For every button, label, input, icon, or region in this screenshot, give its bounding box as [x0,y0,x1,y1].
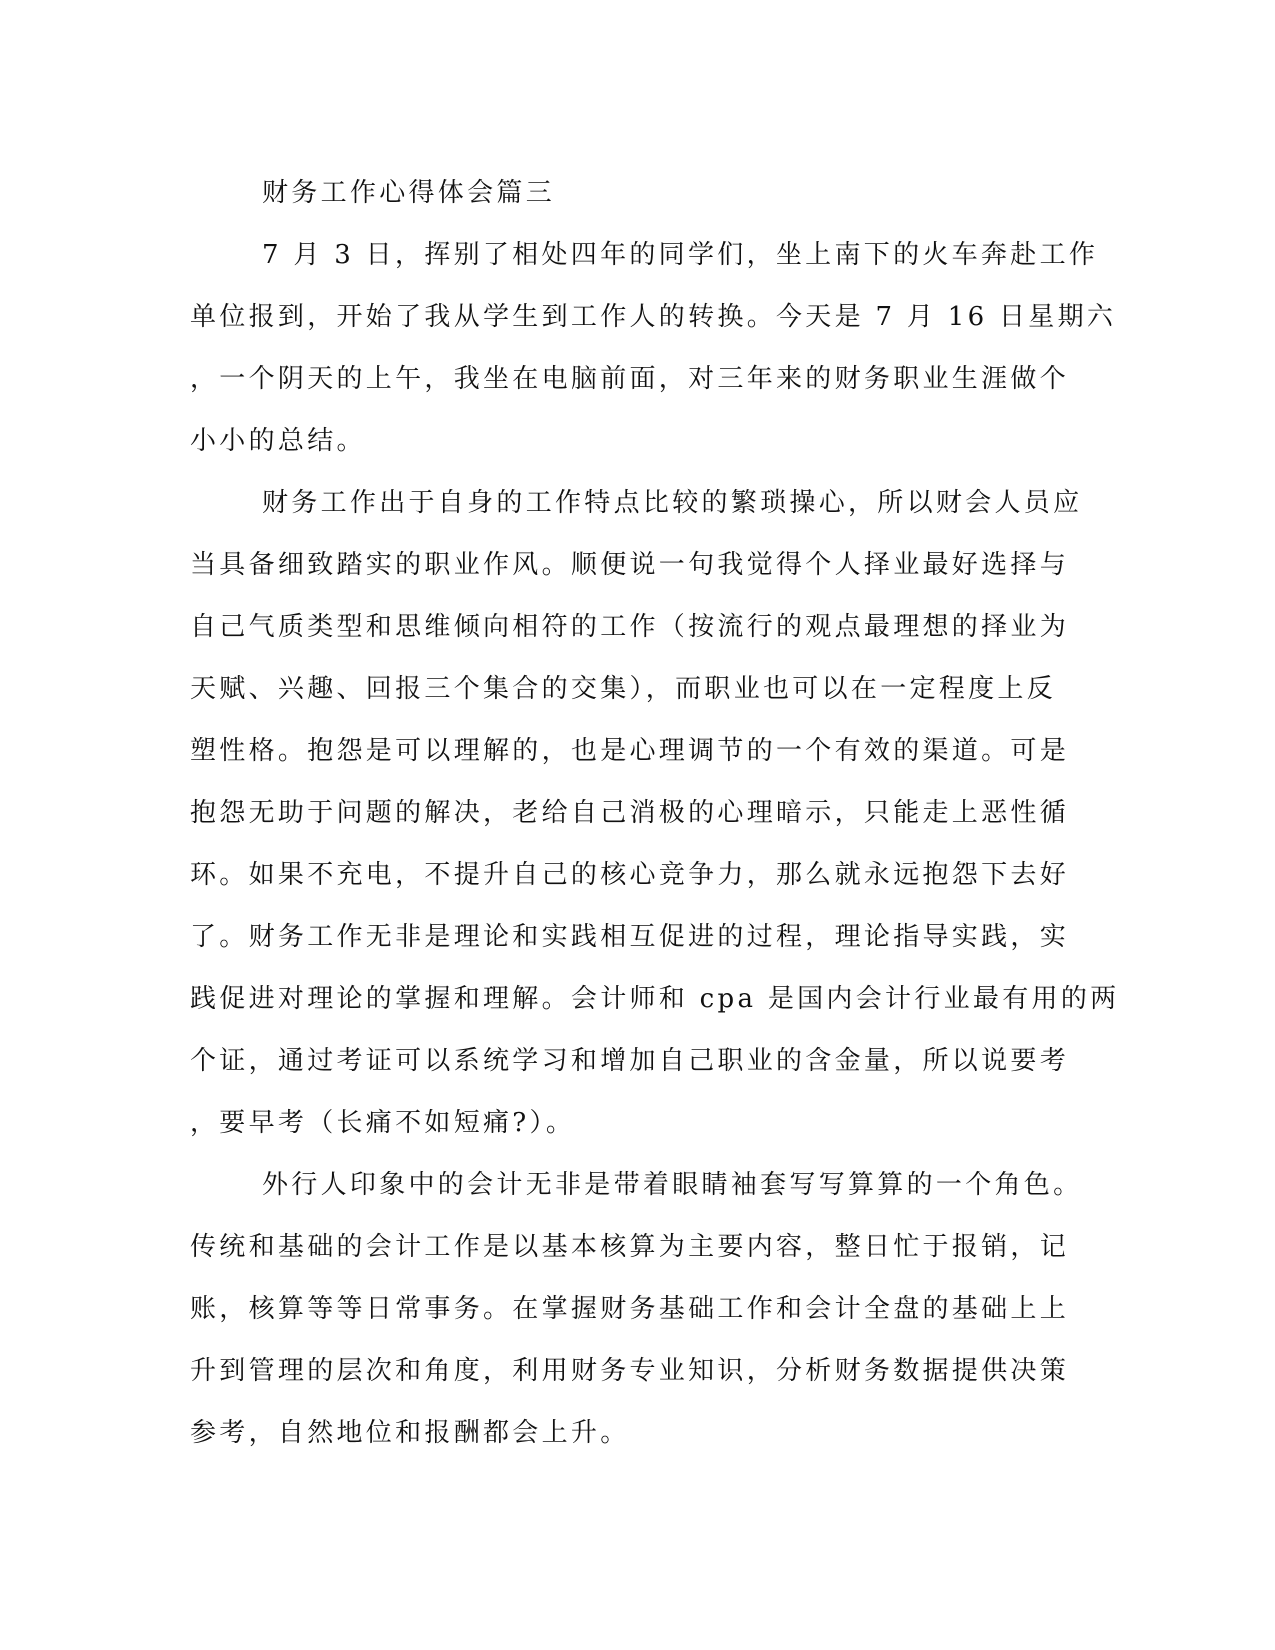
document-title: 财务工作心得体会篇三 [262,178,556,208]
paragraph-line: 了。财务工作无非是理论和实践相互促进的过程，理论指导实践，实 [190,922,1070,952]
paragraph-line: 外行人印象中的会计无非是带着眼睛袖套写写算算的一个角色。 [262,1170,1083,1200]
paragraph-line: 环。如果不充电，不提升自己的核心竞争力，那么就永远抱怨下去好 [190,860,1070,890]
paragraph-line: ，要早考（长痛不如短痛?）。 [190,1108,576,1138]
paragraph-line: 传统和基础的会计工作是以基本核算为主要内容，整日忙于报销，记 [190,1232,1070,1262]
document-body [190,162,1120,1464]
paragraph-line: 7 月 3 日，挥别了相处四年的同学们，坐上南下的火车奔赴工作 [262,240,1099,270]
paragraph-line: ，一个阴天的上午，我坐在电脑前面，对三年来的财务职业生涯做个 [190,364,1070,394]
paragraph-line: 单位报到，开始了我从学生到工作人的转换。今天是 7 月 16 日星期六 [190,302,1117,332]
paragraph-line: 当具备细致踏实的职业作风。顺便说一句我觉得个人择业最好选择与 [190,550,1070,580]
paragraph-line: 财务工作出于自身的工作特点比较的繁琐操心，所以财会人员应 [262,488,1083,518]
paragraph-line: 升到管理的层次和角度，利用财务专业知识，分析财务数据提供决策 [190,1356,1070,1386]
paragraph-line: 自己气质类型和思维倾向相符的工作（按流行的观点最理想的择业为 [190,612,1070,642]
paragraph-2 [190,472,1120,1154]
paragraph-3 [190,1154,1085,1464]
paragraph-line: 天赋、兴趣、回报三个集合的交集），而职业也可以在一定程度上反 [190,674,1057,704]
paragraph-line: 账，核算等等日常事务。在掌握财务基础工作和会计全盘的基础上上 [190,1294,1070,1324]
paragraph-1 [190,224,1117,472]
paragraph-line: 抱怨无助于问题的解决，老给自己消极的心理暗示，只能走上恶性循 [190,798,1070,828]
paragraph-line: 塑性格。抱怨是可以理解的，也是心理调节的一个有效的渠道。可是 [190,736,1070,766]
paragraph-line: 小小的总结。 [190,426,366,456]
paragraph-line: 参考，自然地位和报酬都会上升。 [190,1418,630,1448]
paragraph-line: 个证，通过考证可以系统学习和增加自己职业的含金量，所以说要考 [190,1046,1070,1076]
paragraph-line: 践促进对理论的掌握和理解。会计师和 cpa 是国内会计行业最有用的两 [190,984,1120,1014]
